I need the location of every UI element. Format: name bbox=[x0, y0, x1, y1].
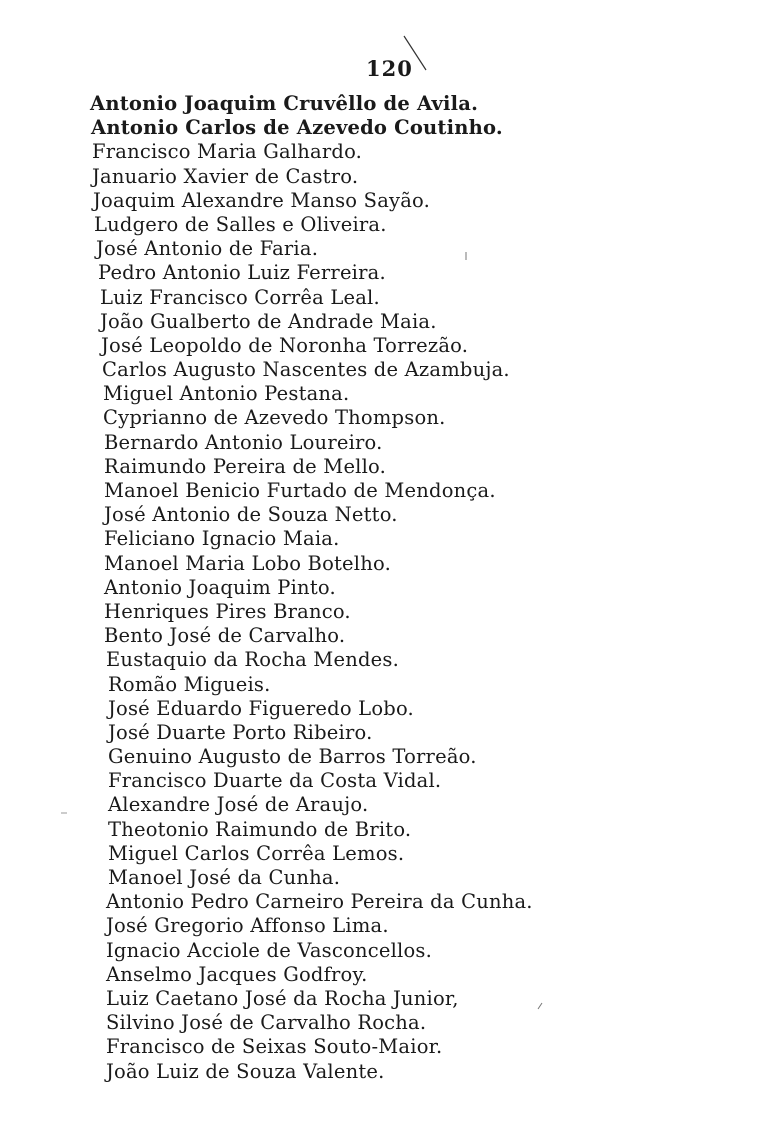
list-item: Januario Xavier de Castro. bbox=[92, 164, 359, 188]
list-item: Eustaquio da Rocha Mendes. bbox=[106, 648, 400, 672]
ink-speck bbox=[535, 1000, 545, 1012]
list-item: Cyprianno de Azevedo Thompson. bbox=[103, 406, 446, 430]
list-item: Manoel Benicio Furtado de Mendonça. bbox=[104, 479, 496, 502]
list-item: Ludgero de Salles e Oliveira. bbox=[94, 212, 387, 236]
list-item: Manoel Maria Lobo Botelho. bbox=[104, 551, 391, 575]
list-item: Bernardo Antonio Loureiro. bbox=[104, 430, 383, 454]
name-list bbox=[88, 92, 533, 1084]
list-item: Bento José de Carvalho. bbox=[104, 624, 346, 648]
list-item: Francisco de Seixas Souto-Maior. bbox=[106, 1035, 443, 1059]
list-item: Henriques Pires Branco. bbox=[104, 599, 351, 623]
list-item: João Luiz de Souza Valente. bbox=[106, 1059, 385, 1083]
page-number: 120 bbox=[366, 56, 413, 81]
list-item: Antonio Joaquim Cruvêllo de Avila. bbox=[90, 92, 479, 115]
list-item: Alexandre José de Araujo. bbox=[108, 793, 369, 817]
pencil-mark-slash bbox=[398, 30, 432, 74]
list-item: Romão Migueis. bbox=[108, 672, 271, 696]
ink-speck bbox=[60, 810, 68, 816]
ink-speck bbox=[462, 250, 470, 262]
list-item: Silvino José de Carvalho Rocha. bbox=[106, 1011, 427, 1035]
list-item: Theotonio Raimundo de Brito. bbox=[108, 817, 412, 841]
list-item: José Duarte Porto Ribeiro. bbox=[108, 720, 373, 744]
list-item: Antonio Carlos de Azevedo Coutinho. bbox=[91, 116, 503, 140]
list-item: José Leopoldo de Noronha Torrezão. bbox=[101, 333, 469, 357]
list-item: Miguel Carlos Corrêa Lemos. bbox=[108, 841, 405, 865]
list-item: Joaquim Alexandre Manso Sayão. bbox=[93, 188, 431, 212]
list-item: Antonio Joaquim Pinto. bbox=[104, 575, 336, 599]
list-item: Anselmo Jacques Godfroy. bbox=[106, 962, 368, 986]
list-item: Miguel Antonio Pestana. bbox=[103, 382, 350, 406]
list-item: Francisco Duarte da Costa Vidal. bbox=[108, 769, 442, 793]
list-item: Pedro Antonio Luiz Ferreira. bbox=[98, 261, 386, 285]
list-item: José Antonio de Souza Netto. bbox=[104, 503, 398, 527]
list-item: Luiz Francisco Corrêa Leal. bbox=[100, 285, 380, 309]
list-item: José Eduardo Figueredo Lobo. bbox=[108, 696, 414, 720]
list-item: Genuino Augusto de Barros Torreão. bbox=[108, 745, 477, 769]
list-item: Ignacio Acciole de Vasconcellos. bbox=[106, 938, 432, 962]
list-item: Feliciano Ignacio Maia. bbox=[104, 527, 340, 551]
list-item: Francisco Maria Galhardo. bbox=[92, 140, 363, 164]
list-item: Carlos Augusto Nascentes de Azambuja. bbox=[102, 358, 510, 382]
list-item: João Gualberto de Andrade Maia. bbox=[100, 309, 437, 333]
list-item: Antonio Pedro Carneiro Pereira da Cunha. bbox=[106, 890, 533, 914]
list-item: Raimundo Pereira de Mello. bbox=[104, 454, 387, 478]
list-item: Manoel José da Cunha. bbox=[108, 866, 341, 889]
list-item: Luiz Caetano José da Rocha Junior, bbox=[106, 986, 459, 1010]
list-item: José Gregorio Affonso Lima. bbox=[106, 914, 389, 938]
list-item: José Antonio de Faria. bbox=[96, 237, 319, 261]
